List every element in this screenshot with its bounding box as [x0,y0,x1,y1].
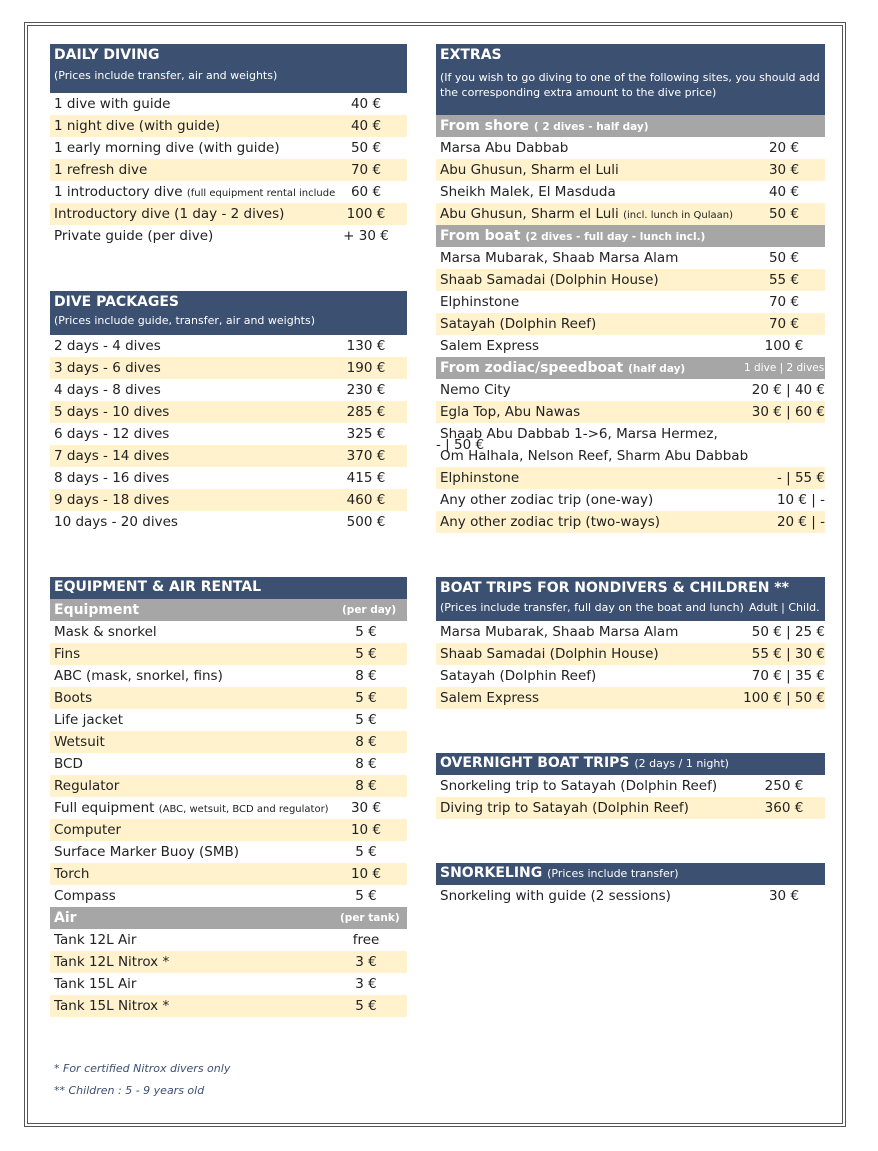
item-price: 20 € | - [776,514,825,530]
price-row [436,335,825,357]
item-name [440,775,717,797]
dive-packages-header [50,291,407,335]
item-label: Salem Express [440,338,540,354]
equipment-title: EQUIPMENT & AIR RENTAL [54,579,261,595]
item-name [440,137,568,159]
item-label: Marsa Abu Dabbab [440,140,569,156]
overnight-title-note: (2 days / 1 night) [634,757,729,770]
item-note: (full equipment rental include [186,188,336,199]
item-price: 8 € [355,734,377,750]
item-name [54,995,169,1017]
item-name [54,357,161,379]
item-price: 20 € [768,140,800,156]
price-row [436,401,825,423]
item-label: Life jacket [54,712,124,728]
from-shore-note: ( 2 dives - half day) [533,121,649,133]
price-row [50,445,407,467]
item-label: 4 days - 8 dives [54,382,161,398]
overnight-section [436,753,825,819]
item-name [440,247,678,269]
price-row [436,247,825,269]
item-name [440,621,678,643]
item-label: Tank 12L Nitrox * [54,954,170,970]
item-name [54,929,136,951]
from-shore-label: From shore [440,118,529,134]
item-price: 100 € [346,206,386,222]
item-price: 5 € [355,646,377,662]
item-price: 5 € [355,844,377,860]
item-name [54,775,119,797]
overnight-title: OVERNIGHT BOAT TRIPS [440,755,630,771]
price-row [436,423,825,467]
item-price: 3 € [355,954,377,970]
item-name [54,115,220,137]
price-row [436,203,825,225]
snorkeling-list [436,885,825,907]
item-name [440,423,748,467]
price-row [436,313,825,335]
item-name [54,665,223,687]
item-price: 50 € [768,206,800,222]
item-label: 9 days - 18 dives [54,492,170,508]
item-label: Snorkeling with guide (2 sessions) [440,888,671,904]
item-price: 10 € [350,822,382,838]
item-label: 1 refresh dive [54,162,148,178]
boat-trips-header [436,577,825,621]
item-price: 8 € [355,668,377,684]
price-row [436,291,825,313]
item-price: - | 50 € [436,437,485,453]
item-label-line2: Om Halhala, Nelson Reef, Sharm Abu Dabbab [440,448,749,464]
item-name [54,93,170,115]
price-row [50,379,407,401]
item-name [54,687,92,709]
item-label: Fins [54,646,81,662]
item-label: 5 days - 10 dives [54,404,170,420]
item-label: 3 days - 6 dives [54,360,161,376]
item-name [440,643,659,665]
item-label: ABC (mask, snorkel, fins) [54,668,223,684]
item-name [54,379,161,401]
dive-packages-section [50,291,407,533]
item-label: Wetsuit [54,734,105,750]
item-name [440,379,511,401]
price-row [50,775,407,797]
item-label: Nemo City [440,382,511,398]
price-row [436,885,825,907]
snorkeling-section [436,863,825,907]
price-row [436,467,825,489]
boat-trips-title: BOAT TRIPS FOR NONDIVERS & CHILDREN ** [440,580,789,596]
item-price: 5 € [355,690,377,706]
item-name [440,665,596,687]
item-price: 325 € [346,426,386,442]
from-zodiac-note: (half day) [628,363,686,375]
item-price: 30 € | 60 € [751,404,825,420]
item-name [440,797,689,819]
item-price: 370 € [346,448,386,464]
item-price: 5 € [355,624,377,640]
item-label: Satayah (Dolphin Reef) [440,668,597,684]
air-list [50,929,407,1017]
price-row [50,731,407,753]
item-label: Salem Express [440,690,540,706]
item-label: Regulator [54,778,120,794]
item-price: 250 € [764,778,804,794]
price-row [436,797,825,819]
item-label: Snorkeling trip to Satayah (Dolphin Reef) [440,778,718,794]
price-row [50,203,407,225]
item-price: 55 € [768,272,800,288]
item-price: 360 € [764,800,804,816]
item-price: 10 € | - [776,492,825,508]
item-price: 70 € [350,162,382,178]
item-price: 5 € [355,998,377,1014]
item-name [54,467,169,489]
price-row [50,863,407,885]
item-price: 190 € [346,360,386,376]
item-note: (ABC, wetsuit, BCD and regulator) [158,804,329,815]
item-label: 1 early morning dive (with guide) [54,140,280,156]
item-price: 8 € [355,756,377,772]
item-name [54,181,335,203]
item-price: 285 € [346,404,386,420]
price-row [50,93,407,115]
item-price: 55 € | 30 € [751,646,825,662]
item-label: Full equipment [54,800,155,816]
item-price: 50 € [350,140,382,156]
price-row [436,181,825,203]
item-label: Tank 15L Nitrox * [54,998,170,1014]
daily-diving-list [50,93,407,247]
air-per-tank-note: (per tank) [340,912,400,924]
item-price: 20 € | 40 € [751,382,825,398]
price-row [436,159,825,181]
item-label: Boots [54,690,93,706]
price-row [436,687,825,709]
item-price: 8 € [355,778,377,794]
item-label: 1 introductory dive [54,184,183,200]
item-price: 100 € [764,338,804,354]
price-row [50,951,407,973]
price-row [50,665,407,687]
item-name [54,819,121,841]
from-boat-note: (2 dives - full day - lunch incl.) [525,231,706,243]
item-name [54,137,280,159]
item-label: Elphinstone [440,294,520,310]
item-label: Torch [54,866,90,882]
from-zodiac-label: From zodiac/speedboat [440,360,624,376]
price-row [50,137,407,159]
item-label: Any other zodiac trip (one-way) [440,492,654,508]
item-name [54,225,213,247]
item-price: 40 € [768,184,800,200]
item-price: 70 € | 35 € [751,668,825,684]
from-boat-list [436,247,825,357]
item-note: (incl. lunch in Qulaan) [623,210,733,221]
price-row [436,137,825,159]
price-row [50,335,407,357]
price-row [50,995,407,1017]
item-name [54,731,105,753]
item-label: Diving trip to Satayah (Dolphin Reef) [440,800,689,816]
item-name [440,181,616,203]
item-name [440,885,671,907]
item-label: Mask & snorkel [54,624,157,640]
item-label: Sheikh Malek, El Masduda [440,184,616,200]
item-name [54,951,169,973]
item-name [54,445,169,467]
daily-diving-header [50,44,407,93]
item-name [54,643,80,665]
item-label: Shaab Samadai (Dolphin House) [440,646,659,662]
equipment-per-day-note: (per day) [342,604,397,616]
item-name [54,885,116,907]
dive-packages-title: DIVE PACKAGES [54,294,180,310]
item-label: Computer [54,822,122,838]
dive-packages-subtitle: (Prices include guide, transfer, air and weights) [54,314,316,327]
extras-subtitle-1: (If you wish to go diving to one of the following sites, you should add [440,71,820,84]
item-name [440,511,660,533]
from-boat-label: From boat [440,228,521,244]
item-label: Private guide (per dive) [54,228,214,244]
item-label: Shaab Samadai (Dolphin House) [440,272,659,288]
item-name [54,753,83,775]
item-name [54,489,169,511]
equipment-header [50,577,407,599]
item-price: 40 € [350,96,382,112]
item-name [54,423,169,445]
daily-diving-subtitle: (Prices include transfer, air and weights) [54,69,278,82]
price-row [436,379,825,401]
item-label: Shaab Abu Dabbab 1->6, Marsa Hermez, [440,426,718,442]
extras-header [436,44,825,115]
item-name [54,709,123,731]
boat-trips-section [436,577,825,709]
from-zodiac-subheader [436,357,825,379]
item-price: 460 € [346,492,386,508]
item-price: 50 € | 25 € [751,624,825,640]
footnote-children: ** Children : 5 - 9 years old [54,1084,205,1097]
from-zodiac-list [436,379,825,533]
price-row [50,753,407,775]
price-row [50,511,407,533]
item-price: 5 € [355,712,377,728]
daily-diving-title: DAILY DIVING [54,47,160,63]
item-price: - | 55 € [776,470,825,486]
zodiac-columns-label: 1 dive | 2 dives [744,362,825,374]
item-name [54,401,169,423]
boat-trips-subtitle: (Prices include transfer, full day on the boat and lunch) [440,601,744,614]
item-label: Abu Ghusun, Sharm el Luli [440,162,619,178]
price-row [436,269,825,291]
price-row [436,489,825,511]
item-label: 6 days - 12 dives [54,426,170,442]
item-name [54,973,136,995]
price-row [436,511,825,533]
price-row [50,489,407,511]
from-boat-subheader [436,225,825,247]
price-row [50,225,407,247]
item-name [54,203,284,225]
item-label: 7 days - 14 dives [54,448,170,464]
equipment-section [50,577,407,1017]
item-label: 2 days - 4 dives [54,338,161,354]
item-name [54,863,89,885]
snorkeling-title-note: (Prices include transfer) [547,867,679,880]
equipment-sub-label: Equipment [54,602,140,618]
item-price: free [352,932,380,948]
item-price: 230 € [346,382,386,398]
item-name [54,159,147,181]
item-label: 1 night dive (with guide) [54,118,221,134]
price-row [50,181,407,203]
snorkeling-title: SNORKELING [440,865,543,881]
item-price: 10 € [350,866,382,882]
item-label: 1 dive with guide [54,96,171,112]
item-price: 30 € [768,162,800,178]
footnote-nitrox: * For certified Nitrox divers only [54,1062,231,1075]
item-label: Compass [54,888,116,904]
price-row [50,423,407,445]
item-price: 415 € [346,470,386,486]
item-price: 130 € [346,338,386,354]
item-name [54,335,161,357]
item-label: Elphinstone [440,470,520,486]
item-price: 100 € | 50 € [743,690,825,706]
item-name [440,687,539,709]
from-shore-subheader [436,115,825,137]
price-row [50,687,407,709]
overnight-list [436,775,825,819]
item-name [440,313,596,335]
price-row [50,159,407,181]
item-name [440,159,619,181]
air-sub-label: Air [54,910,77,926]
item-name [440,291,519,313]
price-row [50,819,407,841]
item-price: 50 € [768,250,800,266]
item-name [440,489,653,511]
item-label: Marsa Mubarak, Shaab Marsa Alam [440,624,679,640]
price-row [50,973,407,995]
item-label: 8 days - 16 dives [54,470,170,486]
price-row [436,775,825,797]
item-price: 30 € [350,800,382,816]
boat-trips-list [436,621,825,709]
dive-packages-list [50,335,407,533]
snorkeling-header [436,863,825,885]
item-price: 70 € [768,294,800,310]
item-price: 3 € [355,976,377,992]
item-label: 10 days - 20 dives [54,514,178,530]
item-label: Tank 15L Air [54,976,137,992]
price-row [50,929,407,951]
item-name [54,841,239,863]
price-row [436,621,825,643]
price-row [50,467,407,489]
item-label: Egla Top, Abu Nawas [440,404,581,420]
price-row [50,357,407,379]
overnight-header [436,753,825,775]
item-label: Abu Ghusun, Sharm el Luli [440,206,619,222]
price-row [50,401,407,423]
daily-diving-section [50,44,407,247]
item-name [54,511,178,533]
price-row [50,643,407,665]
price-row [50,115,407,137]
price-row [50,885,407,907]
item-price: 70 € [768,316,800,332]
item-label: BCD [54,756,83,772]
price-row [50,709,407,731]
price-row [50,621,407,643]
equipment-list [50,621,407,907]
item-name [440,401,580,423]
item-label: Surface Marker Buoy (SMB) [54,844,240,860]
item-label: Satayah (Dolphin Reef) [440,316,597,332]
air-subheader [50,907,407,929]
boat-trips-columns-label: Adult | Child. [749,601,820,614]
item-name [440,203,733,225]
item-price: 30 € [768,888,800,904]
price-row [50,841,407,863]
item-label: Any other zodiac trip (two-ways) [440,514,661,530]
extras-section [436,44,825,533]
item-name [440,467,519,489]
extras-subtitle-2: the corresponding extra amount to the dive price) [440,86,717,99]
item-name [54,621,157,643]
item-price: 40 € [350,118,382,134]
equipment-subheader [50,599,407,621]
from-shore-list [436,137,825,225]
item-price: 60 € [350,184,382,200]
item-price: + 30 € [343,228,389,244]
item-price: 500 € [346,514,386,530]
item-name [54,797,329,819]
item-label: Marsa Mubarak, Shaab Marsa Alam [440,250,679,266]
item-label: Tank 12L Air [54,932,137,948]
item-label: Introductory dive (1 day - 2 dives) [54,206,285,222]
price-row [436,643,825,665]
item-price: 5 € [355,888,377,904]
price-row [50,797,407,819]
item-name [440,335,539,357]
item-name [440,269,659,291]
extras-title: EXTRAS [440,47,502,63]
price-row [436,665,825,687]
